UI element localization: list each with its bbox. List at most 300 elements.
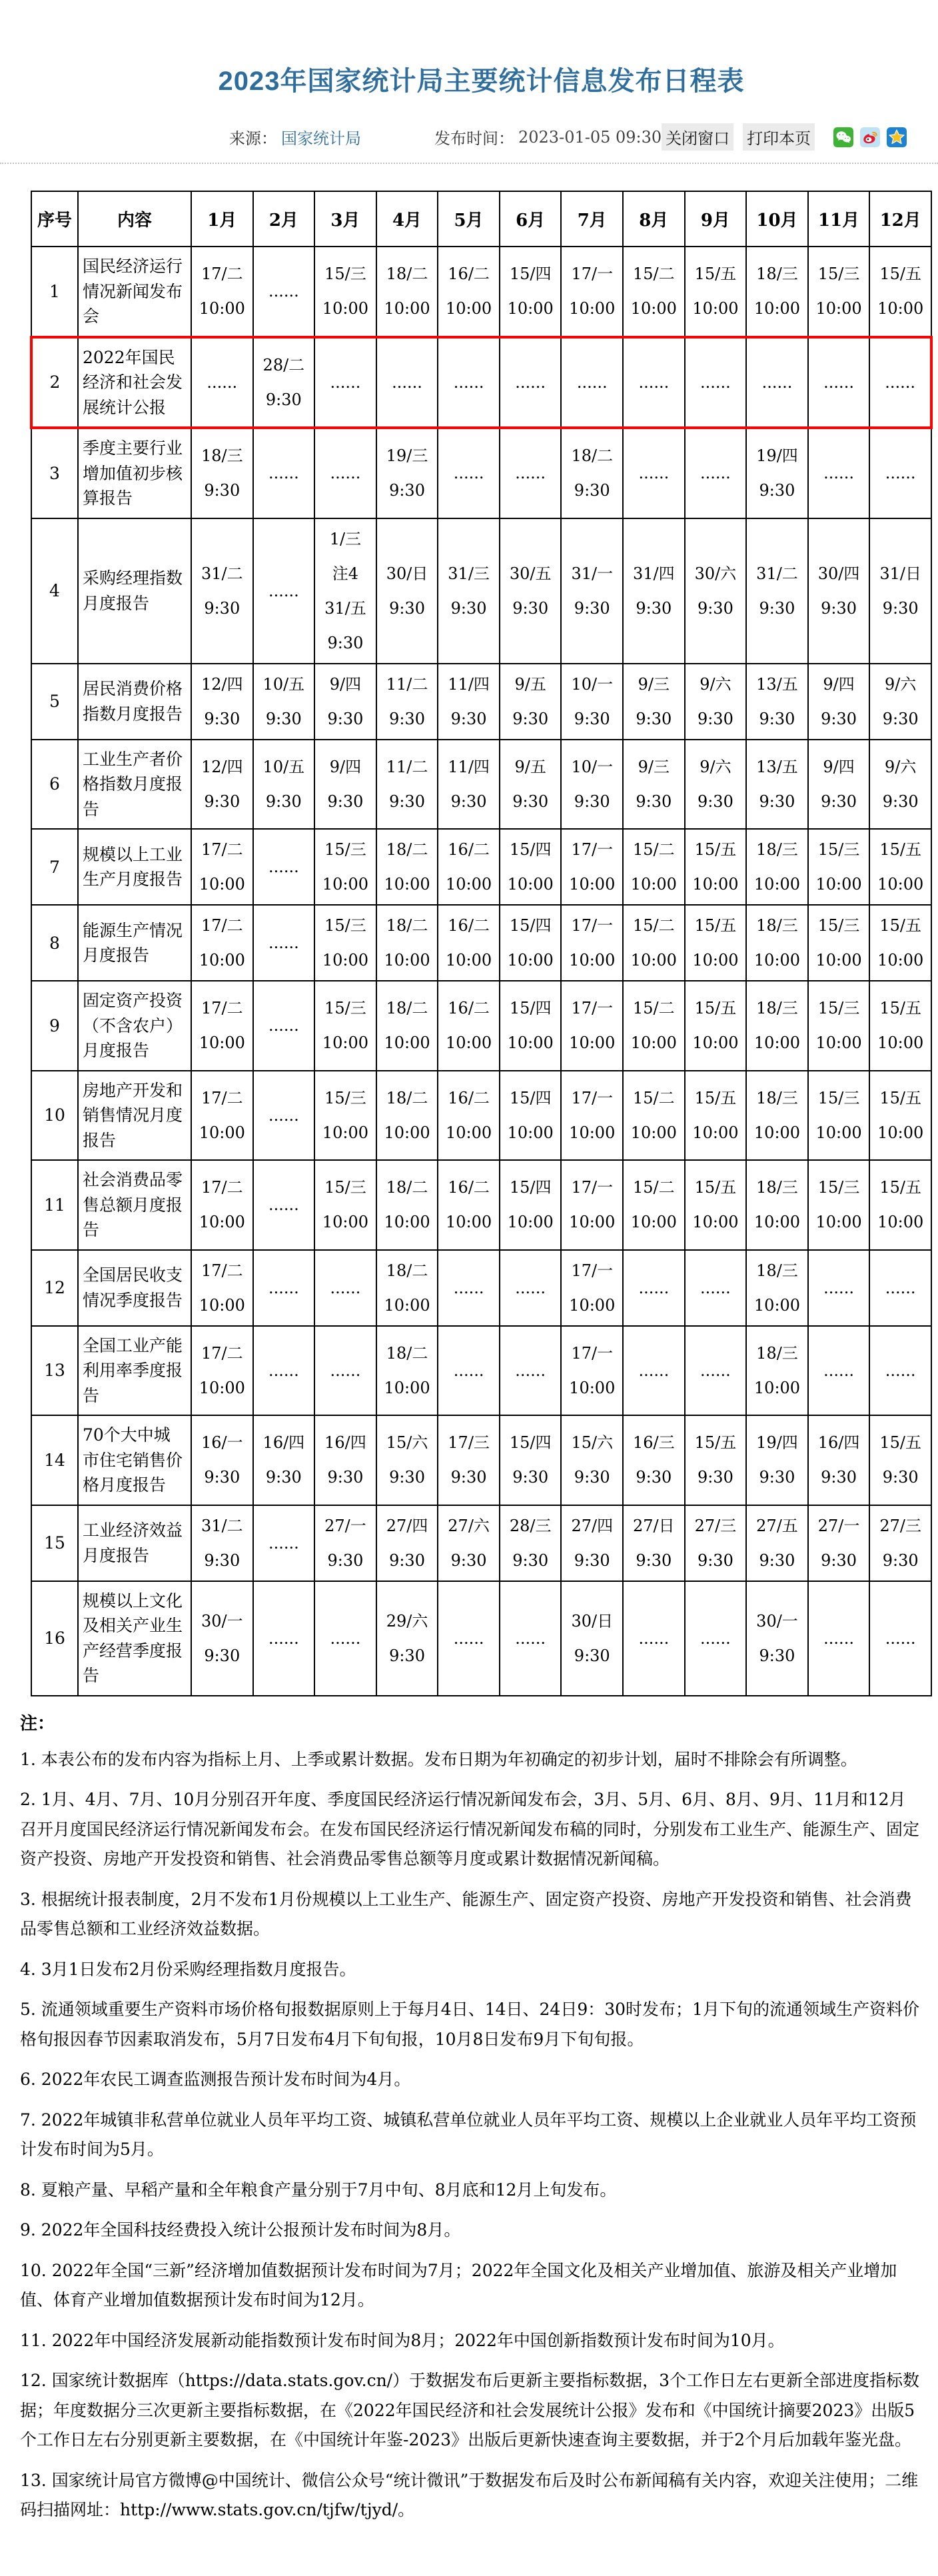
row-number-cell: 14 <box>31 1415 78 1505</box>
schedule-cell <box>808 1160 870 1250</box>
content-cell: 采购经理指数月度报告 <box>78 518 191 664</box>
schedule-cell <box>561 1581 623 1696</box>
content-cell: 全国工业产能利用率季度报告 <box>78 1326 191 1416</box>
schedule-cell <box>869 1415 931 1505</box>
row-number-cell: 12 <box>31 1250 78 1326</box>
cell-time: 10:00 <box>199 1213 245 1232</box>
row-number-cell: 5 <box>31 664 78 740</box>
cell-date: 31/一 <box>571 564 614 583</box>
cell-time: 10:00 <box>569 1123 616 1142</box>
share-icons <box>833 127 907 147</box>
cell-time: 9:30 <box>759 598 795 618</box>
schedule-cell <box>808 1250 870 1326</box>
schedule-cell <box>253 428 315 518</box>
note-item: 8. 夏粮产量、早稻产量和全年粮食产量分别于7月中旬、8月底和12月上旬发布。 <box>20 2180 617 2200</box>
schedule-cell <box>561 829 623 905</box>
cell-time: 10:00 <box>753 299 801 319</box>
cell-time: 9:30 <box>204 1551 240 1570</box>
cell-date: ...... <box>268 1533 299 1553</box>
cell-time: 10:00 <box>384 1213 430 1232</box>
schedule-cell <box>314 981 376 1071</box>
cell-date: 18/二 <box>386 840 428 859</box>
cell-time: 10:00 <box>753 1295 801 1315</box>
cell-time: 9:30 <box>882 792 919 811</box>
cell-date: 18/三 <box>756 1261 798 1280</box>
schedule-cell <box>561 905 623 981</box>
cell-date: ...... <box>638 464 670 483</box>
column-header: 8月 <box>623 191 685 247</box>
cell-time: 9:30 <box>574 481 610 500</box>
cell-date: 15/四 <box>509 916 552 935</box>
cell-date: ...... <box>638 1361 670 1380</box>
cell-date: 10/一 <box>571 674 614 694</box>
cell-date: 27/一 <box>324 1516 366 1535</box>
cell-date: 9/六 <box>885 674 917 694</box>
column-header: 9月 <box>685 191 747 247</box>
cell-time: 9:30 <box>574 1468 610 1487</box>
cell-date: 17/一 <box>571 1088 614 1107</box>
cell-time: 10:00 <box>384 875 430 894</box>
cell-time: 10:00 <box>815 875 862 894</box>
schedule-cell <box>623 428 685 518</box>
cell-time: 9:30 <box>450 709 487 728</box>
table-row <box>31 740 931 830</box>
cell-date: 15/二 <box>633 1088 675 1107</box>
schedule-cell <box>746 1071 808 1161</box>
cell-date: 17/一 <box>571 1178 614 1197</box>
row-number-cell: 15 <box>31 1505 78 1581</box>
cell-time: 10:00 <box>199 1295 245 1315</box>
content-cell: 规模以上工业生产月度报告 <box>78 829 191 905</box>
cell-date: ...... <box>453 372 484 392</box>
cell-date: 18/二 <box>386 1178 428 1197</box>
content-cell: 能源生产情况月度报告 <box>78 905 191 981</box>
cell-date: ...... <box>700 372 731 392</box>
schedule-cell <box>561 1160 623 1250</box>
cell-time: 9:30 <box>265 709 302 728</box>
cell-date: ...... <box>515 1628 546 1648</box>
note-item: 13. 国家统计局官方微博@中国统计、微信公众号“统计微讯”于数据发布后及时公布新闻稿有关内容，欢迎关注使用；二维码扫描网址：http://www.stats.gov.cn/tjfw/tjyd/。 <box>20 2470 919 2519</box>
schedule-cell <box>376 428 438 518</box>
cell-date: 18/三 <box>756 1343 798 1363</box>
cell-time: 9:30 <box>759 1551 795 1570</box>
cell-date: 30/四 <box>817 564 860 583</box>
cell-date: 15/五 <box>694 1433 737 1453</box>
cell-date: 30/日 <box>571 1611 614 1630</box>
cell-date: 27/三 <box>879 1516 921 1535</box>
schedule-cell <box>253 1505 315 1581</box>
cell-date: ...... <box>638 1628 670 1648</box>
cell-date: 16/二 <box>448 1088 490 1107</box>
schedule-cell <box>314 1581 376 1696</box>
cell-date: 18/三 <box>756 840 798 859</box>
schedule-cell <box>685 905 747 981</box>
cell-time: 9:30 <box>759 792 795 811</box>
column-header: 4月 <box>376 191 438 247</box>
cell-date: 11/四 <box>448 757 490 776</box>
schedule-cell <box>314 1071 376 1161</box>
cell-date: 15/三 <box>324 916 366 935</box>
cell-time: 9:30 <box>512 1551 549 1570</box>
schedule-cell <box>191 518 253 664</box>
cell-time: 10:00 <box>630 1033 677 1053</box>
cell-date: 18/二 <box>571 446 614 466</box>
schedule-cell <box>561 518 623 664</box>
schedule-cell <box>191 337 253 428</box>
schedule-cell <box>191 1071 253 1161</box>
cell-time: 10:00 <box>877 1123 924 1142</box>
cell-date: ...... <box>885 372 916 392</box>
print-page-button[interactable]: 打印本页 <box>743 123 815 151</box>
schedule-cell <box>869 740 931 830</box>
cell-date: ...... <box>515 1361 546 1380</box>
cell-time: 10:00 <box>384 1123 430 1142</box>
cell-time: 9:30 <box>389 1551 425 1570</box>
schedule-cell <box>685 981 747 1071</box>
schedule-cell <box>561 1071 623 1161</box>
schedule-cell <box>438 337 500 428</box>
cell-time: 9:30 <box>327 792 364 811</box>
cell-date: ...... <box>268 858 299 876</box>
cell-time: 9:30 <box>821 598 857 618</box>
schedule-cell <box>746 1415 808 1505</box>
schedule-cell <box>808 829 870 905</box>
schedule-cell <box>253 664 315 740</box>
cell-time: 9:30 <box>574 598 610 618</box>
notes-heading: 注： <box>20 1713 55 1734</box>
table-row <box>31 1505 931 1581</box>
schedule-cell <box>253 1326 315 1416</box>
schedule-cell <box>808 518 870 664</box>
cell-date: 9/三 <box>638 674 670 694</box>
schedule-cell <box>253 247 315 337</box>
cell-date: ...... <box>885 464 916 483</box>
cell-date: 15/二 <box>633 916 675 935</box>
cell-date: 15/五 <box>694 999 737 1018</box>
schedule-cell <box>438 740 500 830</box>
content-cell: 国民经济运行情况新闻发布会 <box>78 247 191 337</box>
qzone-icon[interactable] <box>887 127 907 147</box>
cell-time: 9:30 <box>882 1551 919 1570</box>
schedule-cell <box>623 829 685 905</box>
cell-time: 10:00 <box>815 1123 862 1142</box>
note-item: 6. 2022年农民工调查监测报告预计发布时间为4月。 <box>20 2070 411 2089</box>
cell-date: 18/二 <box>386 1343 428 1363</box>
cell-time: 9:30 <box>204 1468 240 1487</box>
schedule-cell <box>808 1415 870 1505</box>
cell-time: 9:30 <box>882 1468 919 1487</box>
schedule-cell <box>869 829 931 905</box>
cell-time: 10:00 <box>199 951 245 969</box>
table-row <box>31 428 931 518</box>
cell-date: 27/四 <box>386 1516 428 1535</box>
cell-time: 9:30 <box>327 1468 364 1487</box>
cell-date: 15/五 <box>879 840 921 859</box>
row-number-cell: 1 <box>31 247 78 337</box>
cell-time: 10:00 <box>384 1378 430 1397</box>
schedule-cell <box>746 829 808 905</box>
table-row <box>31 1071 931 1161</box>
cell-time: 9:30 <box>821 1551 857 1570</box>
cell-date: 18/三 <box>756 916 798 935</box>
cell-date: 17/二 <box>201 840 243 859</box>
cell-time: 10:00 <box>877 299 924 319</box>
cell-date: 11/四 <box>448 674 490 694</box>
pubtime-value: 2023-01-05 09:30 <box>518 127 662 147</box>
cell-date: 15/四 <box>509 840 552 859</box>
cell-date: 16/二 <box>448 265 490 284</box>
cell-date: 18/二 <box>386 1261 428 1280</box>
content-cell: 固定资产投资（不含农户）月度报告 <box>78 981 191 1071</box>
cell-date: 10/一 <box>571 757 614 776</box>
cell-date: 16/四 <box>324 1433 366 1453</box>
cell-time: 10:00 <box>446 951 492 969</box>
cell-time: 9:30 <box>389 598 425 618</box>
cell-time: 9:30 <box>265 792 302 811</box>
cell-date: 11/二 <box>386 757 428 776</box>
cell-date: 15/五 <box>694 916 737 935</box>
column-header: 10月 <box>746 191 808 247</box>
cell-time: 10:00 <box>384 299 430 319</box>
schedule-cell <box>869 247 931 337</box>
cell-date: 16/二 <box>448 840 490 859</box>
schedule-cell <box>191 1250 253 1326</box>
cell-date: ...... <box>268 464 299 483</box>
column-header: 序号 <box>31 191 78 247</box>
cell-date: 9/四 <box>329 674 362 694</box>
note-item: 4. 3月1日发布2月份采购经理指数月度报告。 <box>20 1959 356 1979</box>
cell-time: 10:00 <box>569 875 616 894</box>
cell-date: 18/二 <box>386 265 428 284</box>
cell-date: 19/三 <box>386 446 428 466</box>
cell-date: 18/二 <box>386 1088 428 1107</box>
cell-date: 17/二 <box>201 1178 243 1197</box>
schedule-cell <box>253 1581 315 1696</box>
cell-date: 30/五 <box>509 564 552 583</box>
cell-date: 17/三 <box>448 1433 490 1453</box>
cell-time: 10:00 <box>877 951 924 969</box>
cell-date: 12/四 <box>201 757 243 776</box>
cell-time: 9:30 <box>389 1646 425 1665</box>
schedule-cell <box>500 337 562 428</box>
row-number-cell: 6 <box>31 740 78 830</box>
schedule-cell <box>869 337 931 428</box>
cell-date: ...... <box>885 1278 916 1297</box>
cell-time: 31/五 <box>324 598 366 618</box>
schedule-cell <box>500 981 562 1071</box>
cell-date: ...... <box>392 372 422 392</box>
cell-time: 10:00 <box>569 1213 616 1232</box>
cell-time: 10:00 <box>630 1213 677 1232</box>
schedule-cell <box>623 1160 685 1250</box>
cell-time: 9:30 <box>512 598 549 618</box>
cell-time: 10:00 <box>753 1378 801 1397</box>
schedule-cell <box>191 905 253 981</box>
cell-date: ...... <box>268 934 299 952</box>
cell-date: ...... <box>515 464 546 483</box>
schedule-cell <box>746 247 808 337</box>
cell-time: 9:30 <box>821 709 857 728</box>
schedule-cell <box>808 1505 870 1581</box>
cell-time: 10:00 <box>199 299 245 319</box>
cell-date: ...... <box>823 1361 854 1380</box>
schedule-cell <box>685 1581 747 1696</box>
schedule-cell <box>438 1160 500 1250</box>
schedule-cell <box>500 905 562 981</box>
schedule-cell <box>685 664 747 740</box>
cell-time: 10:00 <box>384 951 430 969</box>
cell-time: 9:30 <box>265 1468 302 1487</box>
cell-date: 15/三 <box>817 1178 860 1197</box>
cell-date: 27/四 <box>571 1516 614 1535</box>
cell-date: 31/日 <box>879 564 921 583</box>
schedule-cell <box>376 740 438 830</box>
content-cell: 规模以上文化及相关产业生产经营季度报告 <box>78 1581 191 1696</box>
source-link[interactable]: 国家统计局 <box>281 130 361 148</box>
schedule-cell <box>869 1326 931 1416</box>
schedule-cell <box>685 247 747 337</box>
cell-date: ...... <box>823 372 854 392</box>
column-header: 1月 <box>191 191 253 247</box>
cell-time: 10:00 <box>815 1033 862 1053</box>
note-item: 9. 2022年全国科技经费投入统计公报预计发布时间为8月。 <box>20 2220 461 2240</box>
cell-date: 18/三 <box>756 999 798 1018</box>
schedule-cell <box>438 1326 500 1416</box>
weibo-icon[interactable] <box>860 127 880 147</box>
note-item: 12. 国家统计数据库（https://data.stats.gov.cn/）于数据发布后更新主要指标数据，3个工作日左右更新全部进度指标数据；年度数据分三次更新主要指标数据，在《2022年国民经济和社会发展统计公报》发布和《中国统计摘要2023》出版5个工作日左右分别更新主要数据，在《中国统计年鉴-2023》出版后更新快速查询主要数据，并于2个月后加载年鉴光盘。 <box>20 2371 920 2449</box>
schedule-cell <box>376 981 438 1071</box>
schedule-table-wrapper <box>0 164 938 1700</box>
schedule-cell <box>869 1505 931 1581</box>
cell-date: 17/一 <box>571 916 614 935</box>
cell-time: 9:30 <box>450 598 487 618</box>
cell-date: 10/五 <box>262 674 305 694</box>
cell-date: 15/四 <box>509 999 552 1018</box>
cell-date: 10/五 <box>262 757 305 776</box>
cell-date: 16/四 <box>817 1433 860 1453</box>
schedule-cell <box>500 1250 562 1326</box>
cell-date: 9/四 <box>329 757 362 776</box>
wechat-icon[interactable] <box>833 127 853 147</box>
cell-date: 29/六 <box>386 1611 428 1630</box>
cell-date: 9/五 <box>514 757 546 776</box>
cell-time: 9:30 <box>759 481 795 500</box>
cell-date: ...... <box>268 1278 299 1297</box>
cell-time: 10:00 <box>692 875 739 894</box>
schedule-cell <box>685 1071 747 1161</box>
table-row <box>31 981 931 1071</box>
content-cell: 2022年国民经济和社会发展统计公报 <box>78 337 191 428</box>
schedule-cell <box>253 829 315 905</box>
cell-time: 10:00 <box>630 1123 677 1142</box>
schedule-cell <box>561 1326 623 1416</box>
cell-date: ...... <box>268 1628 299 1648</box>
schedule-cell <box>191 1581 253 1696</box>
cell-date: ...... <box>330 372 361 392</box>
schedule-cell <box>869 518 931 664</box>
cell-time: 10:00 <box>322 1033 369 1053</box>
cell-time: 9:30 <box>697 709 733 728</box>
schedule-cell <box>438 664 500 740</box>
cell-date: 15/五 <box>879 265 921 284</box>
cell-time: 10:00 <box>446 299 492 319</box>
schedule-cell <box>438 829 500 905</box>
cell-date: 27/一 <box>817 1516 860 1535</box>
cell-date: 9/三 <box>638 757 670 776</box>
cell-date: 15/五 <box>879 916 921 935</box>
note-item: 11. 2022年中国经济发展新动能指数预计发布时间为8月；2022年中国创新指数预计发布时间为10月。 <box>20 2330 785 2350</box>
schedule-cell <box>314 1415 376 1505</box>
schedule-cell <box>314 518 376 664</box>
schedule-cell <box>500 829 562 905</box>
cell-date: 17/一 <box>571 999 614 1018</box>
schedule-cell <box>746 1250 808 1326</box>
cell-date: ...... <box>330 464 361 483</box>
row-number-cell: 3 <box>31 428 78 518</box>
cell-time: 10:00 <box>630 951 677 969</box>
cell-time: 10:00 <box>753 1123 801 1142</box>
cell-time: 9:30 <box>512 1468 549 1487</box>
cell-date: 15/三 <box>324 1088 366 1107</box>
cell-date: 31/二 <box>756 564 798 583</box>
schedule-cell <box>438 1581 500 1696</box>
cell-time: 10:00 <box>815 299 862 319</box>
schedule-cell <box>685 1415 747 1505</box>
table-row <box>31 518 931 664</box>
cell-time: 10:00 <box>507 1033 554 1053</box>
schedule-cell <box>438 1415 500 1505</box>
cell-time: 9:30 <box>697 1551 733 1570</box>
schedule-cell <box>191 664 253 740</box>
cell-time: 9:30 <box>450 1551 487 1570</box>
cell-date: 15/三 <box>817 265 860 284</box>
close-window-button[interactable]: 关闭窗口 <box>662 123 733 151</box>
cell-time: 9:30 <box>882 709 919 728</box>
table-row <box>31 1415 931 1505</box>
schedule-cell <box>561 664 623 740</box>
cell-date: 9/四 <box>823 757 855 776</box>
cell-time: 9:30 <box>636 1551 672 1570</box>
cell-date: 17/二 <box>201 999 243 1018</box>
cell-time: 10:00 <box>569 1295 616 1315</box>
column-header: 12月 <box>869 191 931 247</box>
schedule-cell <box>314 337 376 428</box>
schedule-cell <box>438 1250 500 1326</box>
row-number-cell: 7 <box>31 829 78 905</box>
schedule-cell <box>623 981 685 1071</box>
cell-date: 16/二 <box>448 1178 490 1197</box>
cell-date: ...... <box>515 372 546 392</box>
cell-date: ...... <box>268 581 299 600</box>
cell-date: 9/六 <box>700 757 731 776</box>
schedule-cell <box>191 981 253 1071</box>
column-header: 2月 <box>253 191 315 247</box>
schedule-cell <box>561 1250 623 1326</box>
cell-date: 9/五 <box>514 674 546 694</box>
cell-date: 30/一 <box>201 1611 243 1630</box>
article-header <box>0 0 938 164</box>
cell-date: 12/四 <box>201 674 243 694</box>
cell-time: 10:00 <box>569 299 616 319</box>
cell-date: 13/五 <box>756 757 798 776</box>
schedule-cell <box>314 1505 376 1581</box>
schedule-cell <box>376 1581 438 1696</box>
cell-date: ...... <box>700 464 731 483</box>
cell-time: 9:30 <box>450 1468 487 1487</box>
schedule-cell <box>623 740 685 830</box>
cell-time: 10:00 <box>384 1295 430 1315</box>
schedule-cell <box>191 247 253 337</box>
